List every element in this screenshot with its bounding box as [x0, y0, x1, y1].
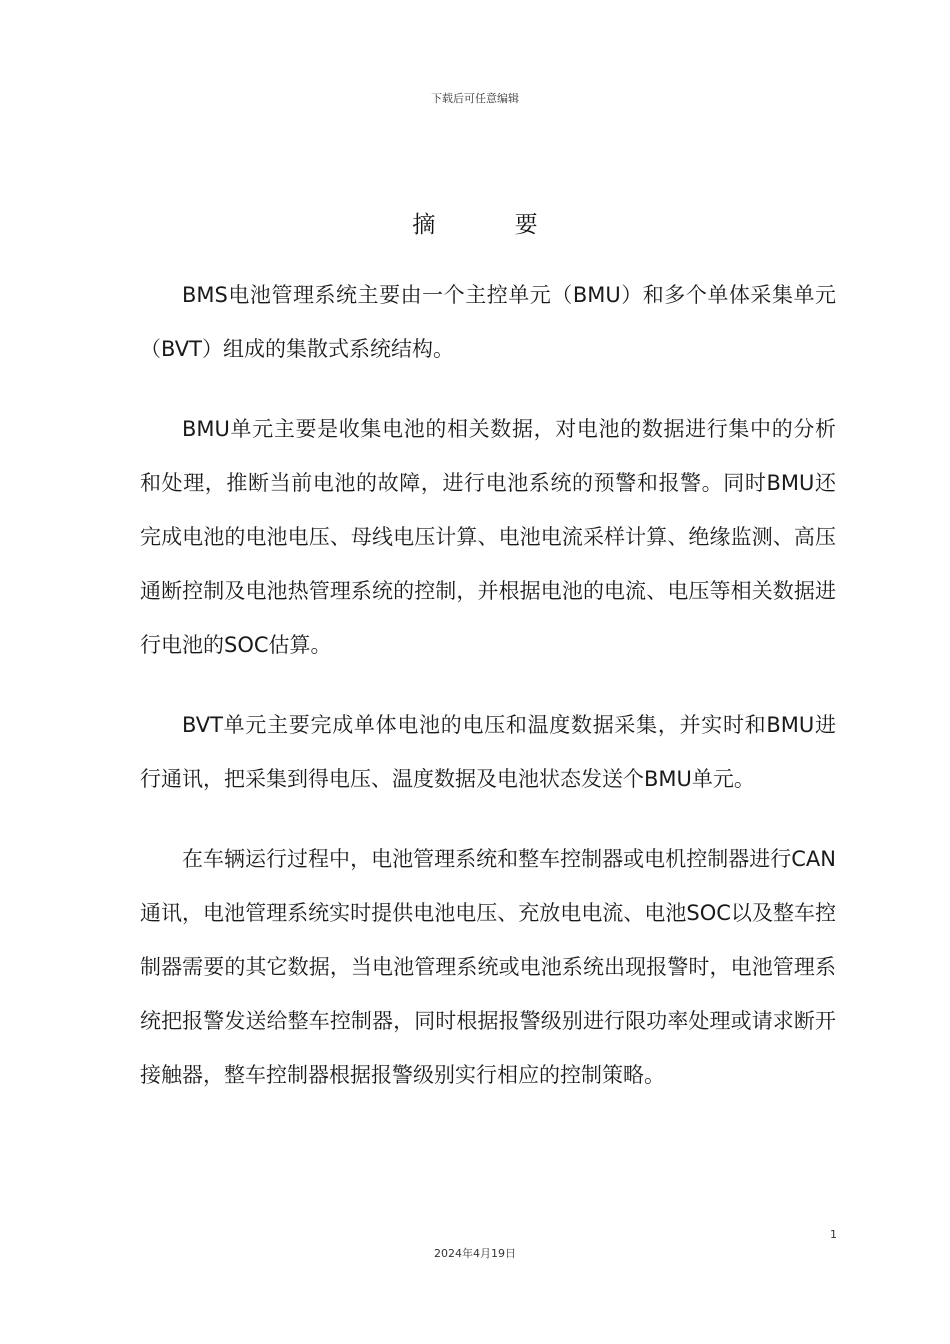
document-title: 摘 要	[412, 212, 574, 238]
footer-date: 2024年4月19日	[434, 1247, 516, 1260]
page-number: 1	[830, 1228, 837, 1241]
paragraph-1: BMS电池管理系统主要由一个主控单元（BMU）和多个单体采集单元（BVT）组成的集散式系统结构。	[140, 283, 836, 361]
document-body	[140, 268, 836, 1128]
paragraph-2: BMU单元主要是收集电池的相关数据，对电池的数据进行集中的分析和处理，推断当前电池的故障，进行电池系统的预警和报警。同时BMU还完成电池的电池电压、母线电压计算、电池电流采样计算、绝缘监测、高压通断控制及电池热管理系统的控制，并根据电池的电流、电压等相关数据进行电池的SOC估算。	[140, 417, 836, 657]
paragraph-4: 在车辆运行过程中，电池管理系统和整车控制器或电机控制器进行CAN通讯，电池管理系统实时提供电池电压、充放电电流、电池SOC以及整车控制器需要的其它数据，当电池管理系统或电池系统出现报警时，电池管理系统把报警发送给整车控制器，同时根据报警级别进行限功率处理或请求断开接触器，整车控制器根据报警级别实行相应的控制策略。	[140, 847, 836, 1087]
page-header: 下载后可任意编辑	[431, 92, 519, 105]
paragraph-3: BVT单元主要完成单体电池的电压和温度数据采集，并实时和BMU进行通讯，把采集到得电压、温度数据及电池状态发送个BMU单元。	[140, 713, 836, 791]
